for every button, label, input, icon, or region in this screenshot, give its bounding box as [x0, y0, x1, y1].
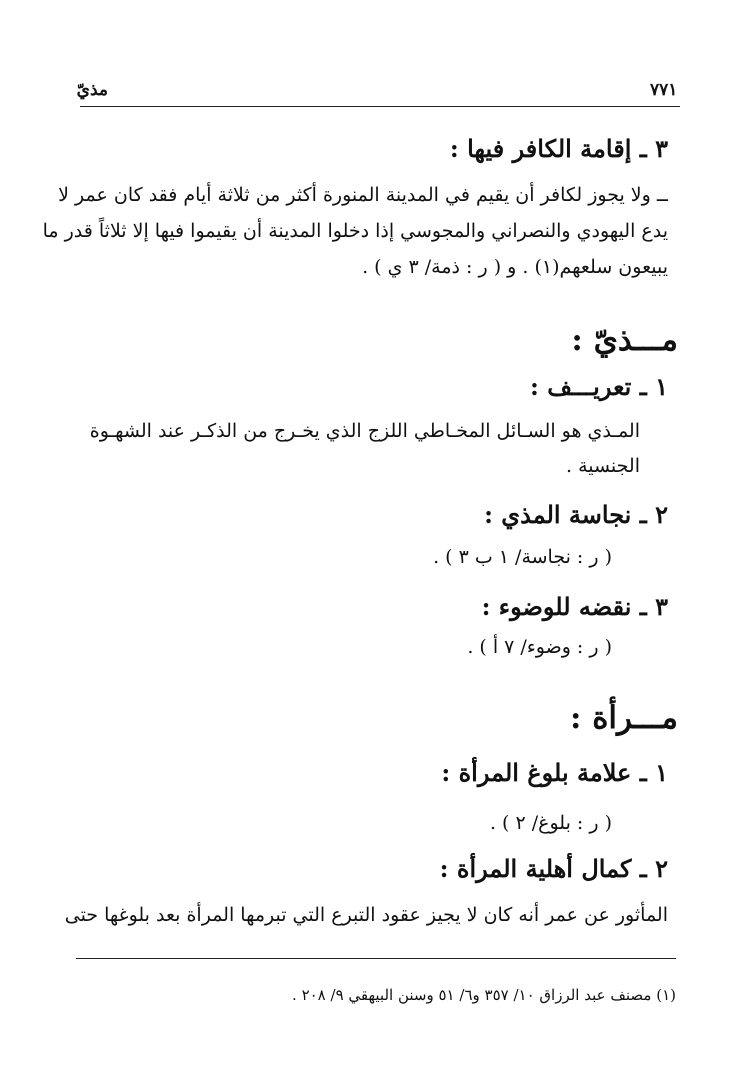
paragraph-line: ــ ولا يجوز لكافر أن يقيم في المدينة المنورة أكثر من ثلاثة أيام فقد كان عمر لا: [58, 184, 668, 206]
section-heading: ٣ ـ إقامة الكافر فيها :: [449, 134, 668, 163]
section-heading: ٣ ـ نقضه للوضوء :: [481, 592, 668, 621]
page-number: ٧٧١: [650, 80, 678, 100]
header-rule: [80, 106, 680, 107]
section-heading: ١ ـ تعريـــف :: [530, 372, 668, 401]
section-heading: ٢ ـ كمال أهلية المرأة :: [439, 854, 668, 883]
footnote: (١) مصنف عبد الرزاق ١٠/ ٣٥٧ و٦/ ٥١ وسنن البيهقي ٩/ ٢٠٨ .: [292, 986, 676, 1004]
paragraph-line: الجنسية .: [565, 455, 640, 477]
section-heading: ١ ـ علامة بلوغ المرأة :: [441, 758, 668, 787]
cross-reference: ( ر : وضوء/ ٧ أ ) .: [467, 636, 612, 658]
cross-reference: ( ر : نجاسة/ ١ ب ٣ ) .: [433, 546, 612, 568]
section-heading: ٢ ـ نجاسة المذي :: [484, 500, 668, 529]
footnote-rule: [76, 958, 676, 959]
running-title: مذيّ: [76, 80, 108, 100]
paragraph-line: يبيعون سلعهم(١) . و ( ر : ذمة/ ٣ ي ) .: [362, 256, 668, 278]
entry-title: مـــذيّ :: [571, 322, 678, 358]
paragraph-line: المـذي هو السـائل المخـاطي اللزج الذي يخـرج من الذكـر عند الشهـوة: [89, 420, 640, 442]
paragraph-line: يدع اليهودي والنصراني والمجوسي إذا دخلوا المدينة أن يقيموا فيها إلا ثلاثاً قدر ما: [42, 220, 668, 242]
paragraph-line: المأثور عن عمر أنه كان لا يجيز عقود التبرع التي تبرمها المرأة بعد بلوغها حتى: [64, 904, 668, 926]
entry-title: مـــرأة :: [569, 700, 678, 736]
cross-reference: ( ر : بلوغ/ ٢ ) .: [489, 812, 612, 834]
